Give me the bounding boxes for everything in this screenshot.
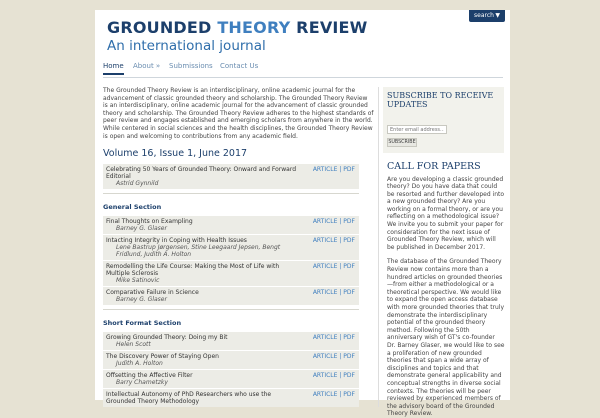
article-link[interactable]: ARTICLE [312,218,338,226]
main-nav [103,60,503,78]
search-label: search [474,12,494,19]
article-title-link[interactable]: Intacting Integrity in Coping with Health Issues [106,237,247,245]
short-article-list [103,331,374,407]
article-title-link[interactable]: Remodelling the Life Course: Making the Most of Life with Multiple Sclerosis [106,263,280,278]
cfp-text [387,176,505,418]
pdf-link[interactable]: PDF [343,372,355,380]
main-content [103,87,374,407]
link-separator: | [339,372,342,380]
article-row [103,331,359,350]
link-separator: | [339,166,342,174]
article-authors: Lene Bastrup Jørgensen, Stine Leegaard Jepsen, Bengt Fridlund, Judith A. Holton [116,244,281,259]
page-container [95,10,510,418]
article-link[interactable]: ARTICLE [312,289,338,297]
nav-item-home[interactable]: Home [103,62,124,75]
pdf-link[interactable]: PDF [343,263,355,271]
general-article-list [103,215,374,305]
link-separator: | [339,289,342,297]
intro-paragraph: The Grounded Theory Review is an interdisciplinary, online academic journal for the advancement of classic grounded theory and scholarship. The Grounded Theory Review is an interdisciplinary, online academic journal for the advancement of classic grounded theory and scholarship. The Grounded Theory Review adheres to the highest standards of peer review and engages established and emerging scholars from anywhere in the world. While centered in social sciences and the health disciplines, the Grounded Theory Review is open and welcoming to contributions from any academic field. [103,87,374,140]
article-title-link[interactable]: Growing Grounded Theory: Doing my Bit [106,334,228,342]
article-title-link[interactable]: Intellectual Autonomy of PhD Researchers who use the Grounded Theory Methodology [106,391,272,406]
article-links [313,166,355,173]
search-toggle-button[interactable] [469,10,505,22]
site-title-part2: THEORY [217,18,291,37]
pdf-link[interactable]: PDF [343,166,355,174]
email-input[interactable] [387,125,447,134]
article-links [313,372,355,379]
article-title-link[interactable]: Offsetting the Affective Filter [106,372,193,380]
article-link[interactable]: ARTICLE [312,372,338,380]
cfp-heading: CALL FOR PAPERS [387,160,481,172]
link-separator: | [339,334,342,342]
article-row [103,286,359,305]
article-title-link[interactable]: Comparative Failure in Science [106,289,199,297]
site-title-part3: REVIEW [296,18,368,37]
section-divider [103,309,359,310]
subscribe-heading: SUBSCRIBE TO RECEIVE UPDATES [387,91,494,109]
link-separator: | [339,353,342,361]
article-link[interactable]: ARTICLE [312,353,338,361]
article-title-link[interactable]: Celebrating 50 Years of Grounded Theory: Onward and Forward Editorial [106,166,297,181]
article-links [313,334,355,341]
article-authors: Helen Scott [116,341,151,349]
article-links [313,353,355,360]
link-separator: | [339,263,342,271]
nav-item-contact[interactable]: Contact Us [220,62,259,70]
link-separator: | [339,391,342,399]
pdf-link[interactable]: PDF [343,289,355,297]
article-title-link[interactable]: The Discovery Power of Staying Open [106,353,219,361]
article-link[interactable]: ARTICLE [312,263,338,271]
lead-article-list [103,163,374,189]
pdf-link[interactable]: PDF [343,334,355,342]
site-logo[interactable] [107,18,368,54]
nav-item-about[interactable]: About » [133,62,161,70]
sidebar [378,87,505,418]
article-row [103,163,359,189]
pdf-link[interactable]: PDF [343,353,355,361]
article-title-link[interactable]: Final Thoughts on Exampling [106,218,193,226]
article-authors: Mike Satinovic [116,277,160,285]
article-authors: Astrid Gynnild [116,180,159,188]
general-section-heading: General Section [103,203,162,212]
pdf-link[interactable]: PDF [343,391,355,399]
article-authors: Barney G. Glaser [116,296,167,304]
section-divider [103,193,359,194]
article-link[interactable]: ARTICLE [312,166,338,174]
issue-title: Volume 16, Issue 1, June 2017 [103,148,248,160]
link-separator: | [339,237,342,245]
article-links [313,218,355,225]
subscribe-widget [383,87,504,153]
article-authors: Barney G. Glaser [116,225,167,233]
article-links [313,391,355,398]
short-section-heading: Short Format Section [103,319,182,328]
chevron-down-icon: ▼ [495,12,500,19]
site-title-part1: GROUNDED [107,18,212,37]
cfp-paragraph-1: Are you developing a classic grounded theory? Do you have data that could be resorted and further developed into a new grounded theory? Are you working on a formal theory, or are you reflecting on a methodological issue? We invite you to submit your paper for consideration for the next issue of Grounded Theory Review, which will be published in December 2017. [387,175,505,251]
link-separator: | [339,218,342,226]
cfp-paragraph-2: The database of the Grounded Theory Review now contains more than a hundred articles on grounded theories—from either a methodological or a theoretical perspective. We would like to expand the open access database with more grounded theories that truly demonstrate the interdisciplinary potential of the grounded theory method. Following the 50th anniversary wish of GT's co-founder Dr. Barney Glaser, we would like to see a proliferation of new grounded theories that span a wide array of disciplines and topics and that demonstrate general applicability and conceptual strengths in diverse social contexts. The theories will be peer reviewed by experienced members of the advisory board of the Grounded Theory Review. [387,258,505,418]
article-authors: Barry Chametzky [116,379,168,387]
article-row [103,215,359,234]
nav-item-submissions[interactable]: Submissions [169,62,213,70]
article-row [103,369,359,388]
subscribe-button[interactable]: SUBSCRIBE [388,139,416,145]
article-row [103,234,359,260]
site-subtitle: An international journal [107,38,266,54]
article-row [103,260,359,286]
site-title [107,18,368,37]
article-authors: Judith A. Holton [116,360,163,368]
article-link[interactable]: ARTICLE [312,391,338,399]
article-links [313,289,355,296]
article-links [313,263,355,270]
pdf-link[interactable]: PDF [343,237,355,245]
article-link[interactable]: ARTICLE [312,237,338,245]
article-links [313,237,355,244]
article-row [103,350,359,369]
article-row [103,388,359,407]
pdf-link[interactable]: PDF [343,218,355,226]
article-link[interactable]: ARTICLE [312,334,338,342]
